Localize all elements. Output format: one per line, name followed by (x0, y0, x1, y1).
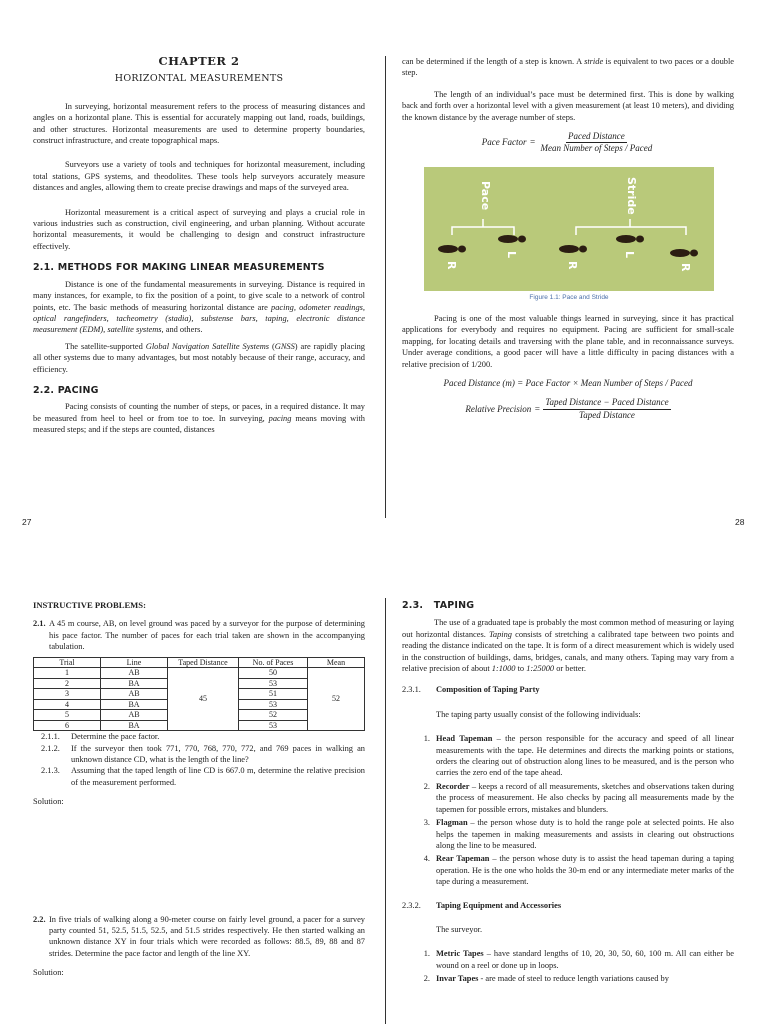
equipment-intro: The surveyor. (436, 924, 483, 934)
subsection-2-3-2: 2.3.2. Taping Equipment and Accessories (402, 900, 562, 910)
list-item: 1. Head Tapeman – the person responsible for the accuracy and speed of all linear measurements with the tape. He determines and directs the marking points or stations, orders the clearing out of obstruction along lines to be measured, and is the person who carries the zero end of the tape ahead. (423, 734, 734, 778)
paragraph-stride: can be determined if the length of a step is known. A stride is equivalent to two paces or a double step. (402, 57, 734, 78)
problem-2-2: 2.2. In five trials of walking along a 90-meter course on fairly level ground, a pacer for a survey party counted 51, 52.5, 51.5, 52.5, and 51.5 strides respectively. He then started walking an unknown distance XY in four trials which were recorded as follows: 88.5, 89, 88 and 87 strides. Determine the pace factor and length of the line XY. (33, 914, 365, 958)
list-item: 2. Invar Tapes - are made of steel to reduce length variations caused by (423, 974, 669, 984)
taping-party-intro: The taping party usually consist of the following individuals: (436, 709, 641, 719)
table-row: 5 AB 52 (34, 710, 365, 721)
section-2-1-heading: 2.1. METHODS FOR MAKING LINEAR MEASUREMENTS (33, 262, 325, 274)
table-row: 6 BA 53 (34, 720, 365, 731)
table-row: 1 AB 45 50 52 (34, 668, 365, 679)
table-header: Mean (308, 657, 365, 668)
section-2-3-heading: 2.3. TAPING (402, 600, 475, 611)
page-number-27: 27 (22, 517, 32, 527)
foot-l1-label: L (505, 251, 518, 259)
formula-pace-factor: Pace Factor = $\frac{\text{Paced Distance}}{\text{Mean Number of Steps / Paced}}$ (481, 131, 653, 154)
foot-r1-label: R (445, 261, 458, 270)
stride-label: Stride (625, 177, 638, 215)
page-27 (33, 56, 365, 436)
problem-2-1: 2.1. A 45 m course, AB, on level ground was paced by a surveyor for the purpose of determining his pace factor. The number of paces for each trial taken are shown in the accompanying tabulation. (33, 619, 365, 652)
foot-r2-label: R (566, 261, 579, 270)
mean-cell: 52 (308, 668, 365, 731)
solution-label: Solution: (33, 968, 64, 978)
equipment-list (402, 948, 734, 984)
pacing-trials-table (33, 657, 365, 732)
subproblem-2-1-3: 2.1.3. Assuming that the taped length of line CD is 667.0 m, determine the relative precision of the measurement performed. (41, 766, 365, 787)
paragraph-pacing-value: Pacing is one of the most valuable things learned in surveying, since it has practical applications for everybody and requires no equipment. Pacing are sufficient for small-scale mapping, for locating details and traversing with the plane table, and in reconnaissance surveys. Under average conditions, a good pacer will have a little difficulty in pacing distances with a relative precision of 1/200. (402, 314, 734, 369)
pace-stride-figure (424, 167, 714, 291)
table-row: 2 BA 53 (34, 678, 365, 689)
paragraph-importance: Horizontal measurement is a critical aspect of surveying and plays a crucial role in various industries such as construction, civil engineering, and urban planning. Without accurate horizontal measurements, it would be challenging to design and construct infrastructure effectively. (33, 207, 365, 251)
list-item: 1. Metric Tapes – have standard lengths of 10, 20, 30, 50, 60, 100 m. All can either be wound on a reel or done up in loops. (423, 949, 734, 970)
footprint-icon (498, 235, 526, 243)
paragraph-intro: In surveying, horizontal measurement refers to the process of measuring distances and angles on a horizontal plane. This is essential for accurately mapping out land, roads, buildings, and other structures. Horizontal measurements are used to determine property boundaries, construct infrastructure, and create topographical maps. (33, 101, 365, 146)
page-28 (402, 56, 734, 155)
page-number-28: 28 (735, 517, 745, 527)
pace-label: Pace (479, 181, 492, 211)
section-2-2-heading: 2.2. PACING (33, 384, 99, 396)
paragraph-taping: The use of a graduated tape is probably the most common method of measuring or laying out horizontal distances. Taping consists of stretching a calibrated tape between two points and reading the distance indicated on the tape. It is form of a direct measurement which is widely used in the construction of buildings, dams, bridges, canals, and many others. Taping may vary from a relative precision of about 1:1000 to 1:25000 or better. (402, 618, 734, 674)
list-item: 2. Recorder – keeps a record of all measurements, sketches and observations taken during the process of measurement. He also checks by pacing all measurements made by the tapemen for possible errors, mistakes and blunders. (423, 781, 734, 814)
table-row: 4 BA 53 (34, 699, 365, 710)
solution-label: Solution: (33, 797, 64, 807)
chapter-title: CHAPTER 2 (158, 54, 240, 68)
table-row: 3 AB 51 (34, 689, 365, 700)
table-header: Trial (34, 657, 101, 668)
table-header: Line (101, 657, 168, 668)
taping-party-list (402, 733, 734, 887)
paragraph-gnss: The satellite-supported Global Navigation Satellite Systems (GNSS) are rapidly placing all other systems due to many advantages, but most notably because of their range, accuracy, and efficiency. (33, 341, 365, 374)
list-item: 4. Rear Tapeman – the person whose duty is to assist the head tapeman during a taping operation. He is the one who holds the 30-m end or any intermediate meter marks of the tape during a measurement. (423, 854, 734, 887)
page-30 (402, 600, 734, 987)
figure-caption: Figure 1.1: Pace and Stride (529, 294, 609, 301)
formula-paced-distance: Paced Distance (m) = Pace Factor × Mean Number of Steps / Paced (443, 378, 693, 389)
chapter-subtitle: HORIZONTAL MEASUREMENTS (114, 73, 284, 85)
table-header: Taped Distance (168, 657, 239, 668)
formula-relative-precision: Relative Precision = $\frac{\text{Taped Distance − Paced Distance}}{\text{Taped Distance}}$ (465, 397, 669, 420)
instructive-problems-heading: INSTRUCTIVE PROBLEMS: (33, 600, 146, 610)
subproblem-2-1-2: 2.1.2. If the surveyor then took 771, 770, 768, 770, 772, and 769 paces in walking an unknown distance CD, what is the length of the line? (41, 743, 365, 764)
paragraph-pace-length: The length of an individual’s pace must be determined first. This is done by walking back and forth over a horizontal level with a given measurement (at least 10 meters), and dividing the known distance by the average number of steps. (402, 89, 734, 122)
page-29 (33, 600, 365, 979)
list-item: 3. Flagman – the person whose duty is to hold the range pole at selected points. He also helps the tapemen in making measurements and assists in clearing out obstructions along the line to be measured. (423, 818, 734, 850)
paragraph-distance: Distance is one of the fundamental measurements in surveying. Distance is required in many instances, for example, to fix the position of a point, to give scale to a network of control points, etc. The basic methods of measuring horizontal distance are pacing, odometer readings, optical rangefinders, tacheometry (stadia), substense bars, taping, electronic distance measurement (EDM), satellite systems, and others. (33, 279, 365, 335)
paragraph-tools: Surveyors use a variety of tools and techniques for horizontal measurement, including total stations, GPS systems, and theodolites. These tools help surveyors accurately measure distances and angles, allowing them to create precise drawings and maps of the surveyed area. (33, 160, 365, 193)
footprint-icon (670, 249, 698, 257)
subproblem-2-1-1: 2.1.1. Determine the pace factor. (41, 732, 160, 742)
foot-r3-label: R (679, 263, 692, 272)
footprint-icon (438, 245, 466, 253)
page-28-lower (402, 313, 734, 421)
column-divider-top (385, 56, 386, 518)
footprint-icon (616, 235, 644, 243)
foot-l2-label: L (623, 251, 636, 259)
footprint-icon (559, 245, 587, 253)
paragraph-pacing: Pacing consists of counting the number of steps, or paces, in a required distance. It may be measured from heel to heel or from toe to toe. In surveying, pacing means moving with measured steps; and if the steps are counted, distances (33, 402, 365, 435)
column-divider-bottom (385, 598, 386, 1024)
subsection-2-3-1: 2.3.1. Composition of Taping Party (402, 685, 540, 695)
taped-distance-cell: 45 (168, 668, 239, 731)
pace-stride-diagram (424, 167, 714, 291)
table-header: No. of Paces (239, 657, 308, 668)
